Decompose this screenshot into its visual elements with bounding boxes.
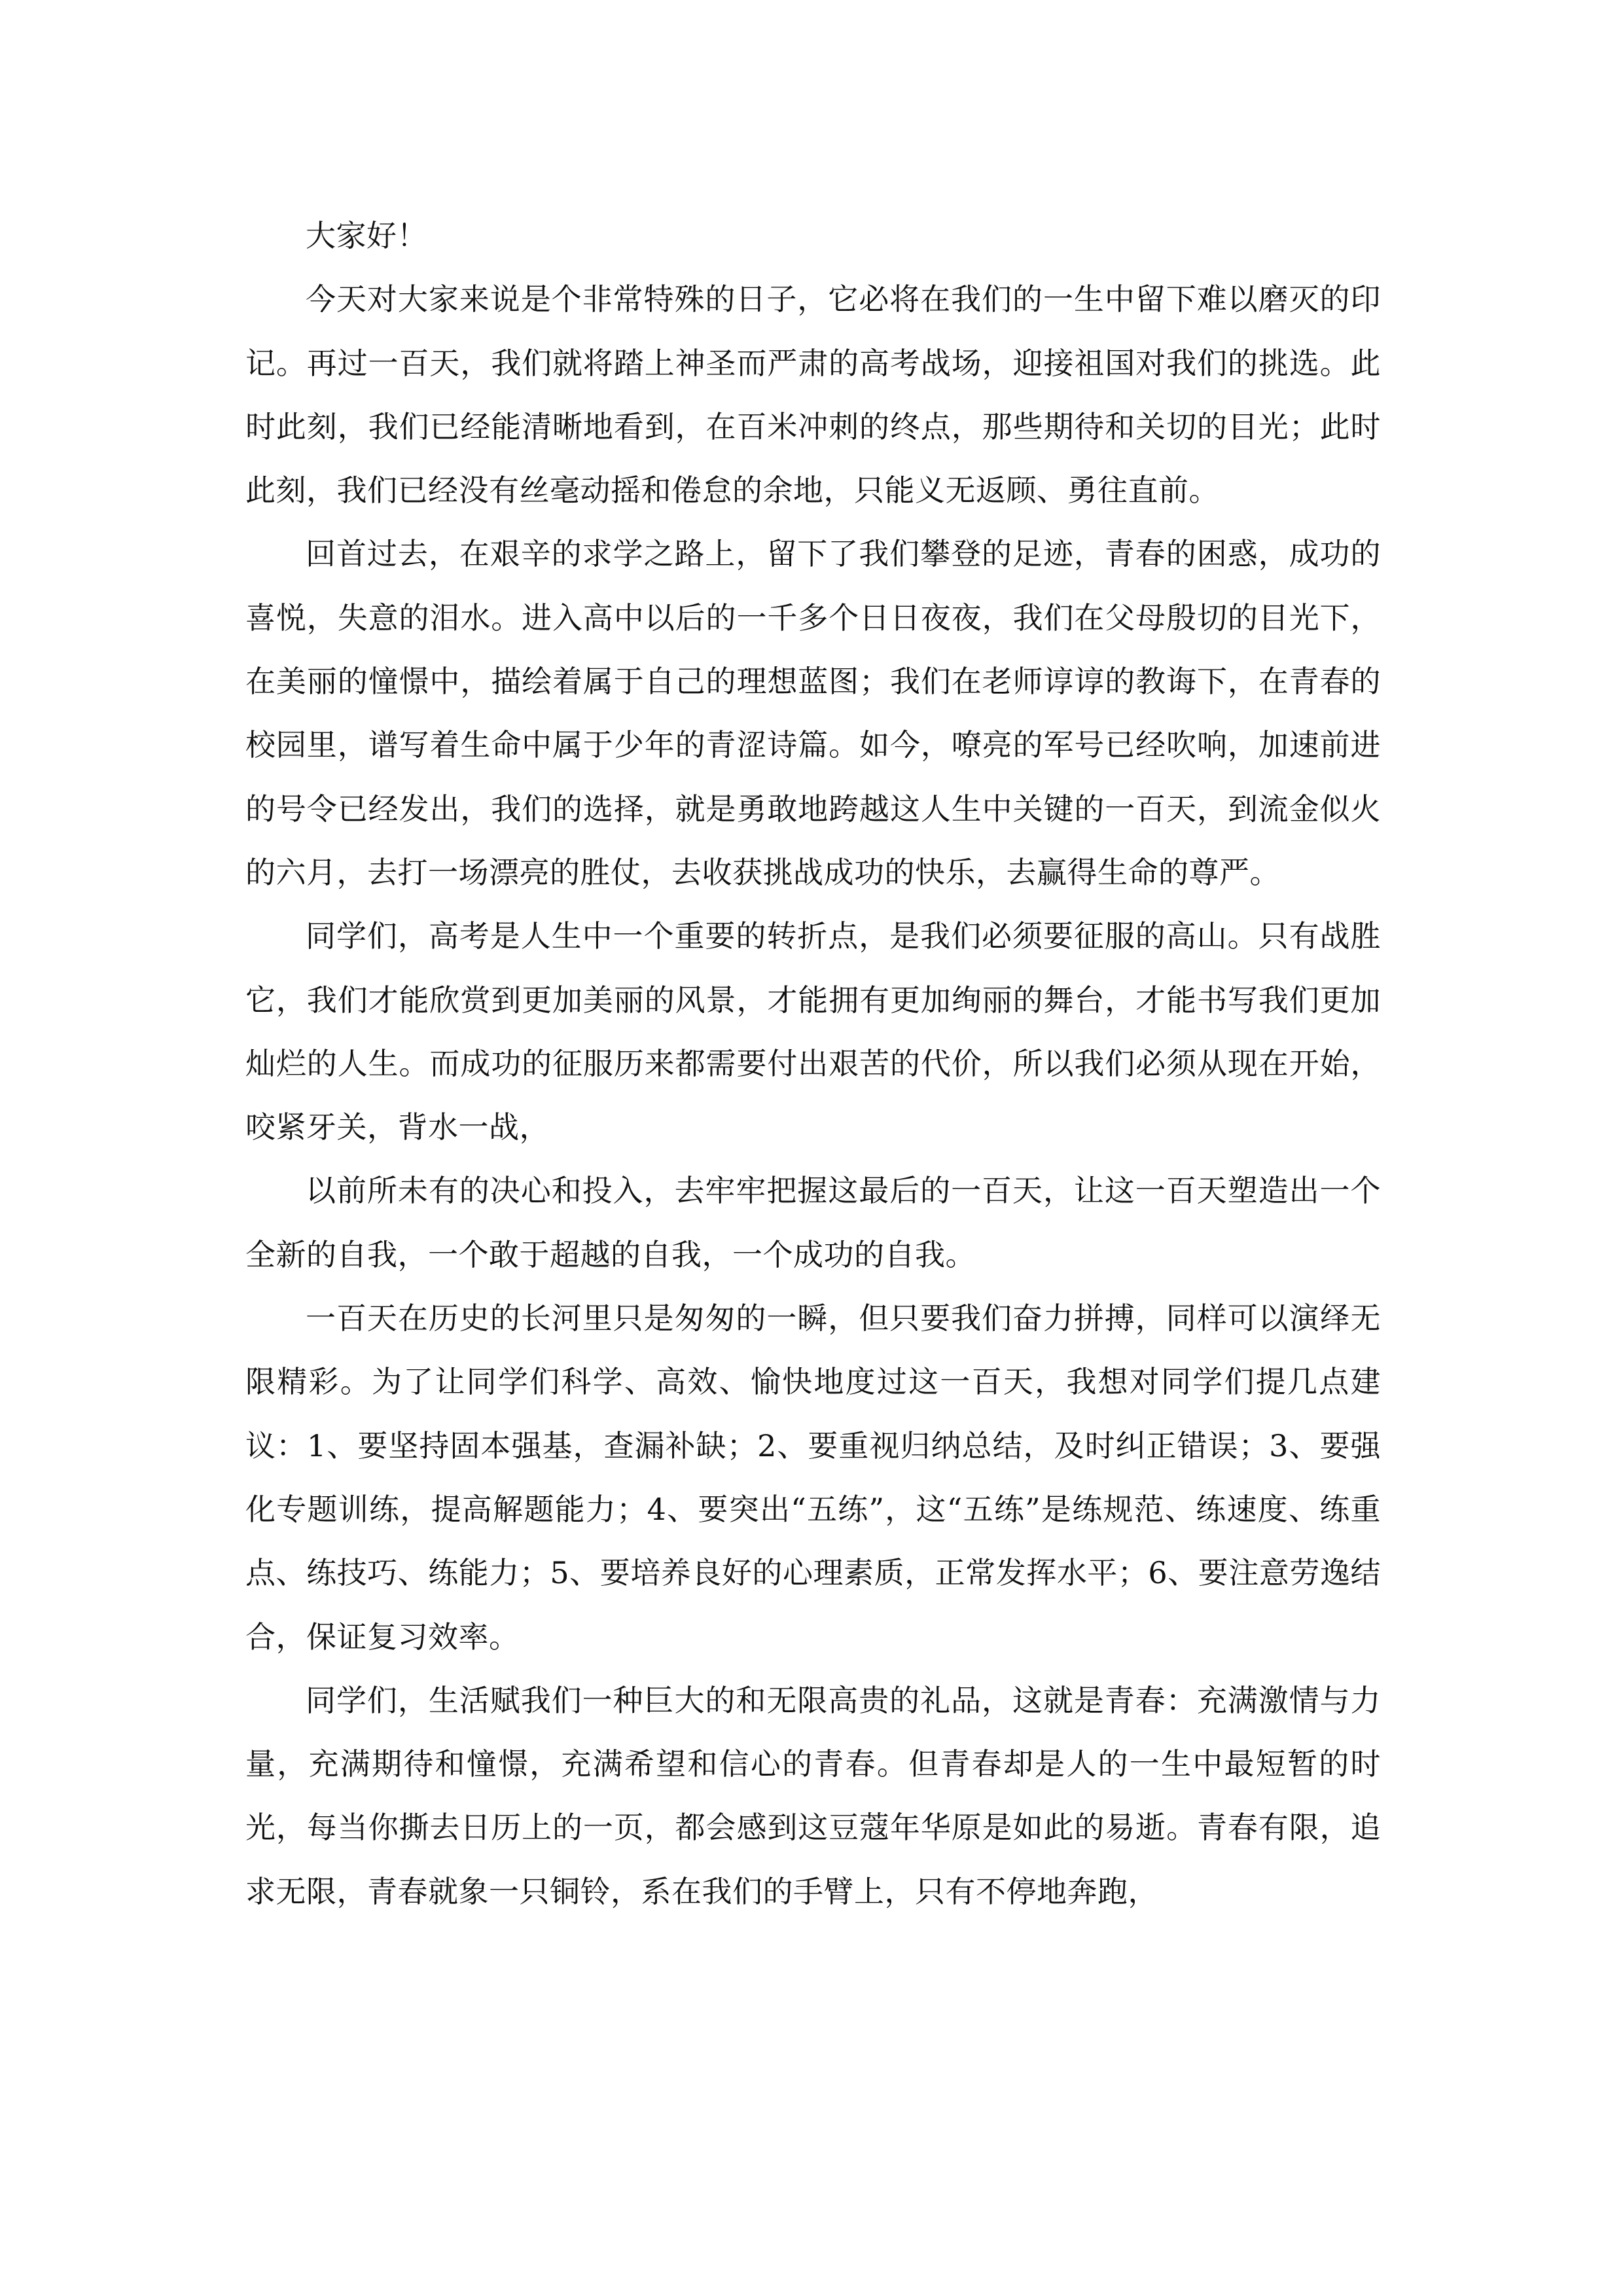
body-paragraph: 同学们，高考是人生中一个重要的转折点，是我们必须要征服的高山。只有战胜它，我们才能欣赏到更加美丽的风景，才能拥有更加绚丽的舞台，才能书写我们更加灿烂的人生。而成功的征服历来都需要付出艰苦的代价，所以我们必须从现在开始，咬紧牙关，背水一战，	[245, 918, 1381, 1145]
body-paragraph: 以前所未有的决心和投入，去牢牢把握这最后的一百天，让这一百天塑造出一个全新的自我，一个敢于超越的自我，一个成功的自我。	[245, 1173, 1381, 1272]
speech-body	[245, 204, 1381, 1924]
body-paragraph: 一百天在历史的长河里只是匆匆的一瞬，但只要我们奋力拼搏，同样可以演绎无限精彩。为了让同学们科学、高效、愉快地度过这一百天，我想对同学们提几点建议：1、要坚持固本强基，查漏补缺；2、要重视归纳总结，及时纠正错误；3、要强化专题训练，提高解题能力；4、要突出“五练”，这“五练”是练规范、练速度、练重点、练技巧、练能力；5、要培养良好的心理素质，正常发挥水平；6、要注意劳逸结合，保证复习效率。	[245, 1300, 1381, 1655]
body-paragraph: 同学们，生活赋我们一种巨大的和无限高贵的礼品，这就是青春：充满激情与力量，充满期待和憧憬，充满希望和信心的青春。但青春却是人的一生中最短暂的时光，每当你撕去日历上的一页，都会感到这豆蔻年华原是如此的易逝。青春有限，追求无限，青春就象一只铜铃，系在我们的手臂上，只有不停地奔跑，	[245, 1682, 1381, 1909]
greeting-paragraph: 大家好！	[306, 218, 427, 253]
body-paragraph: 回首过去，在艰辛的求学之路上，留下了我们攀登的足迹，青春的困惑，成功的喜悦，失意的泪水。进入高中以后的一千多个日日夜夜，我们在父母殷切的目光下，在美丽的憧憬中，描绘着属于自己的理想蓝图；我们在老师谆谆的教诲下，在青春的校园里，谱写着生命中属于少年的青涩诗篇。如今，嘹亮的军号已经吹响，加速前进的号令已经发出，我们的选择，就是勇敢地跨越这人生中关键的一百天，到流金似火的六月，去打一场漂亮的胜仗，去收获挑战成功的快乐，去赢得生命的尊严。	[245, 536, 1381, 890]
body-paragraph: 今天对大家来说是个非常特殊的日子，它必将在我们的一生中留下难以磨灭的印记。再过一百天，我们就将踏上神圣而严肃的高考战场，迎接祖国对我们的挑选。此时此刻，我们已经能清晰地看到，在百米冲刺的终点，那些期待和关切的目光；此时此刻，我们已经没有丝毫动摇和倦怠的余地，只能义无返顾、勇往直前。	[245, 281, 1381, 509]
